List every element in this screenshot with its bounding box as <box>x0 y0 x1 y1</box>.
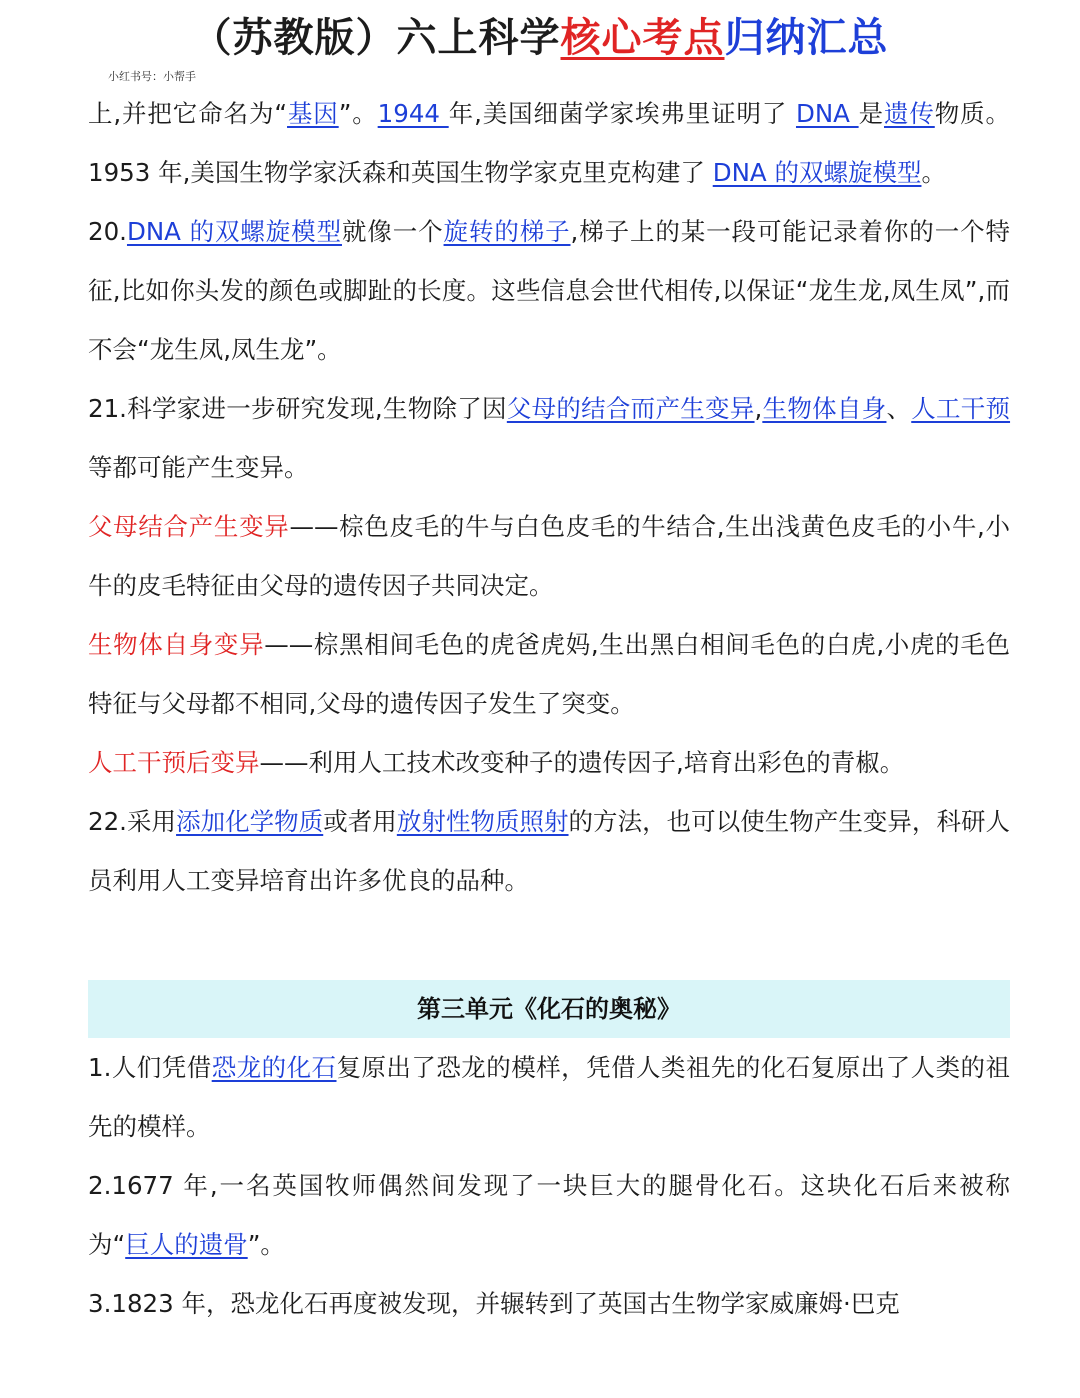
section-gap <box>88 910 1010 967</box>
paragraph-22: 22.采用添加化学物质或者用放射性物质照射的方法，也可以使生物产生变异，科研人员利用人工变异培育出许多优良的品种。 <box>88 807 1011 895</box>
keyword: 旋转的梯子 <box>443 217 571 246</box>
keyword: DNA 的双螺旋模型 <box>126 217 342 246</box>
red-term: 父母结合产生变异 <box>88 512 290 541</box>
unit-heading-banner: 第三单元《化石的奥秘》 <box>88 980 1010 1038</box>
keyword: 人工干预 <box>911 394 1011 423</box>
keyword: 基因 <box>287 99 339 128</box>
keyword: 遗传 <box>884 99 935 128</box>
red-term: 生物体自身变异 <box>88 630 265 659</box>
document-body <box>88 84 1010 1333</box>
title-highlight-blue: 归纳汇总 <box>724 15 889 61</box>
keyword: 生物体自身 <box>762 394 887 423</box>
paragraph-dna-history: 上,并把它命名为“基因”。1944 年,美国细菌学家埃弗里证明了 DNA 是遗传物质。1953 年,美国生物学家沃森和英国生物学家克里克构建了 DNA 的双螺旋模型。 <box>88 99 1011 187</box>
variation-parents: 父母结合产生变异——棕色皮毛的牛与白色皮毛的牛结合,生出浅黄色皮毛的小牛,小牛的皮毛特征由父母的遗传因子共同决定。 <box>88 512 1011 600</box>
variation-self: 生物体自身变异——棕黑相间毛色的虎爸虎妈,生出黑白相间毛色的白虎,小虎的毛色特征与父母都不相同,父母的遗传因子发生了突变。 <box>88 630 1010 718</box>
unit3-item-3: 3.1823 年，恐龙化石再度被发现，并辗转到了英国古生物学家威廉姆·巴克 <box>88 1289 900 1318</box>
paragraph-21: 21.科学家进一步研究发现,生物除了因父母的结合而产生变异,生物体自身、人工干预等都可能产生变异。 <box>88 394 1011 482</box>
keyword: 1944 <box>377 99 449 128</box>
source-watermark-text: 小红书号：小帮手 <box>108 70 196 83</box>
paragraph-20: 20.DNA 的双螺旋模型就像一个旋转的梯子,梯子上的某一段可能记录着你的一个特征,比如你头发的颜色或脚趾的长度。这些信息会世代相传,以保证“龙生龙,凤生凤”,而不会“龙生凤,凤生龙”。 <box>88 217 1010 364</box>
keyword: 父母的结合而产生变异 <box>506 394 755 423</box>
page-title: （苏教版）六上科学核心考点归纳汇总 <box>191 15 889 61</box>
keyword: 巨人的遗骨 <box>125 1230 248 1259</box>
keyword: 恐龙的化石 <box>211 1053 337 1082</box>
red-term: 人工干预后变异 <box>88 748 260 777</box>
unit3-item-2: 2.1677 年,一名英国牧师偶然间发现了一块巨大的腿骨化石。这块化石后来被称为“巨人的遗骨”。 <box>88 1171 1010 1259</box>
keyword: 添加化学物质 <box>176 807 324 836</box>
title-highlight-red: 核心考点 <box>560 15 725 61</box>
keyword: DNA 的双螺旋模型 <box>712 158 922 187</box>
variation-artificial: 人工干预后变异——利用人工技术改变种子的遗传因子,培育出彩色的青椒。 <box>88 748 905 777</box>
keyword: DNA <box>795 99 859 128</box>
unit3-item-1: 1.人们凭借恐龙的化石复原出了恐龙的模样，凭借人类祖先的化石复原出了人类的祖先的模样。 <box>88 1053 1010 1141</box>
keyword: 放射性物质照射 <box>396 807 569 836</box>
